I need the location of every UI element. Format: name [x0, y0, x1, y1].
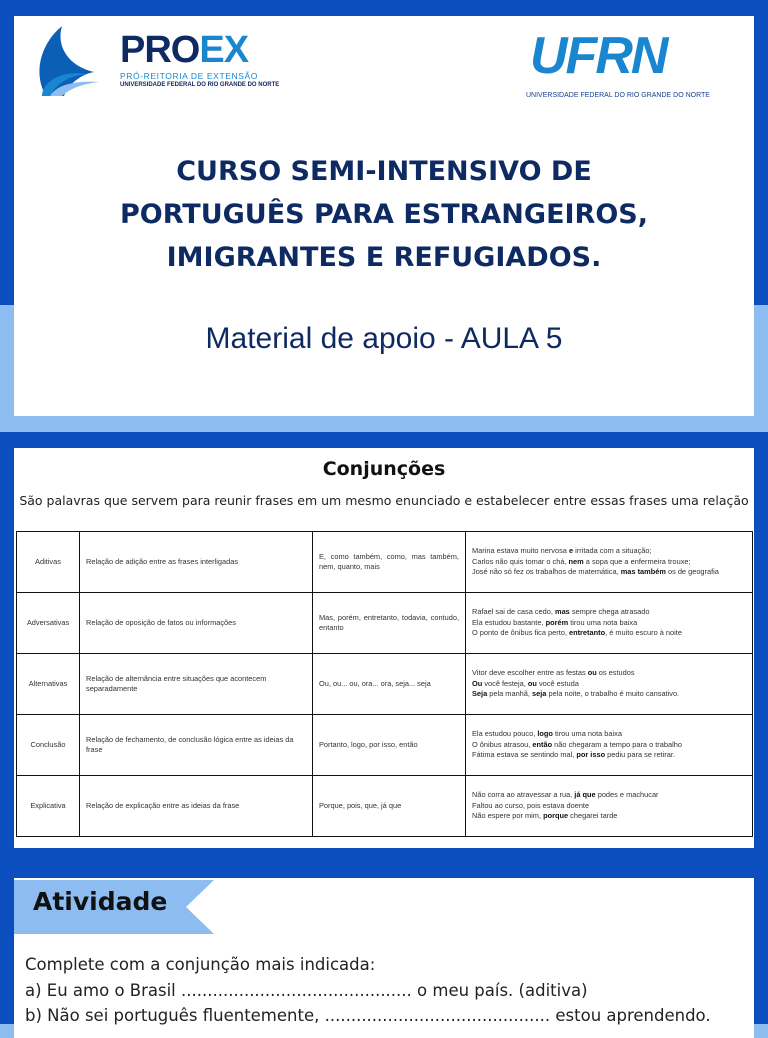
- ufrn-logo-text: UFRN: [530, 27, 667, 85]
- atividade-instruction: Complete com a conjunção mais indicada:: [25, 955, 376, 974]
- proex-university-name: UNIVERSIDADE FEDERAL DO RIO GRANDE DO NORTE: [120, 82, 280, 88]
- atividade-label: Atividade: [33, 887, 168, 916]
- conjunction-examples-cell: Não corra ao atravessar a rua, já que podes e machucar Faltou ao curso, pois estava doente Não espere por mim, porque chegarei tarde: [466, 776, 753, 837]
- ufrn-university-name: UNIVERSIDADE FEDERAL DO RIO GRANDE DO NORTE: [526, 92, 710, 99]
- conjunction-examples-cell: Vitor deve escolher entre as festas ou os estudos Ou você festeja, ou você estuda Seja pela manhã, seja pela noite, o trabalho é muito cansativo.: [466, 654, 753, 715]
- table-row: [17, 593, 753, 654]
- table-row: [17, 654, 753, 715]
- conjunction-meaning-cell: Relação de explicação entre as ideias da frase: [80, 776, 313, 837]
- atividade-question-b: b) Não sei português fluentemente, ........................................... estou aprendendo.: [25, 1006, 711, 1025]
- conjunction-meaning-cell: Relação de alternância entre situações que acontecem separadamente: [80, 654, 313, 715]
- conjunction-words-cell: Portanto, logo, por isso, então: [313, 715, 466, 776]
- proex-subtitle: PRÓ-REITORIA DE EXTENSÃO: [120, 71, 258, 81]
- conjunction-type-cell: Conclusão: [17, 715, 80, 776]
- conjunction-meaning-cell: Relação de fechamento, de conclusão lógica entre as ideias da frase: [80, 715, 313, 776]
- conjunction-type-cell: Aditivas: [17, 532, 80, 593]
- proex-logo: [28, 26, 280, 98]
- conjunction-type-cell: Explicativa: [17, 776, 80, 837]
- proex-wave-icon: [28, 26, 108, 98]
- conjunction-examples-cell: Rafael sai de casa cedo, mas sempre chega atrasado Ela estudou bastante, porém tirou uma nota baixa O ponto de ônibus fica perto, entretanto, é muito escuro à noite: [466, 593, 753, 654]
- lesson-subtitle: Material de apoio - AULA 5: [205, 322, 563, 355]
- table-row: [17, 532, 753, 593]
- conjunction-examples-cell: Ela estudou pouco, logo tirou uma nota baixa O ônibus atrasou, então não chegaram a tempo para o trabalho Fátima estava se sentindo mal, por isso pediu para se retirar.: [466, 715, 753, 776]
- conjunction-meaning-cell: Relação de oposição de fatos ou informações: [80, 593, 313, 654]
- conjunction-words-cell: Ou, ou... ou, ora... ora, seja... seja: [313, 654, 466, 715]
- table-row: [17, 776, 753, 837]
- proex-logo-text: PROEX: [120, 29, 249, 71]
- course-title: [14, 150, 754, 279]
- conjunction-type-cell: Adversativas: [17, 593, 80, 654]
- conjunction-words-cell: E, como também, como, mas também, nem, quanto, mais: [313, 532, 466, 593]
- conjuncoes-table: [16, 531, 753, 837]
- ufrn-logo: [526, 26, 726, 106]
- course-title-line: CURSO SEMI-INTENSIVO DE: [176, 156, 592, 187]
- course-title-line: IMIGRANTES E REFUGIADOS.: [166, 242, 602, 273]
- conjunction-words-cell: Porque, pois, que, já que: [313, 776, 466, 837]
- conjuncoes-description: São palavras que servem para reunir frases em um mesmo enunciado e estabelecer entre essas frases uma relação: [19, 493, 749, 508]
- conjunction-meaning-cell: Relação de adição entre as frases interligadas: [80, 532, 313, 593]
- conjuncoes-title: Conjunções: [322, 458, 446, 480]
- course-title-line: PORTUGUÊS PARA ESTRANGEIROS,: [119, 199, 649, 230]
- conjunction-words-cell: Mas, porém, entretanto, todavia, contudo, entanto: [313, 593, 466, 654]
- conjunction-type-cell: Alternativas: [17, 654, 80, 715]
- conjunction-examples-cell: Marina estava muito nervosa e irritada com a situação; Carlos não quis tomar o chá, nem a sopa que a enfermeira trouxe; José não só fez os trabalhos de matemática, mas também os de geografia: [466, 532, 753, 593]
- table-row: [17, 715, 753, 776]
- atividade-question-a: a) Eu amo o Brasil ............................................ o meu país. (aditiva): [25, 981, 588, 1000]
